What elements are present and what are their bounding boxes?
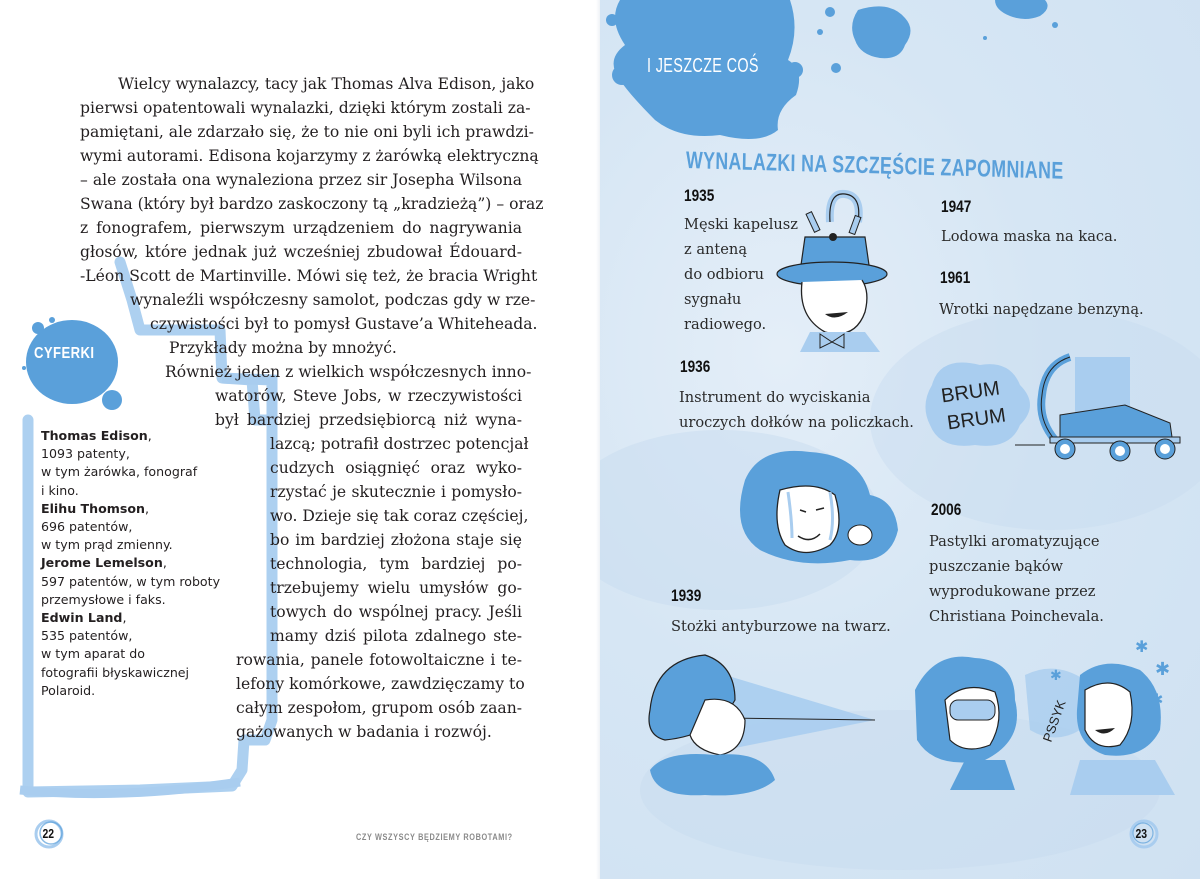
svg-text:✱: ✱ bbox=[1135, 639, 1149, 656]
stat-name: Elihu Thomson, bbox=[41, 500, 150, 516]
body-text-line: mamy dziś pilota zdalnego ste- bbox=[270, 627, 522, 645]
stat-line: 597 patentów, w tym roboty bbox=[41, 573, 221, 589]
stat-line: Polaroid. bbox=[41, 682, 96, 698]
svg-text:✱: ✱ bbox=[1150, 692, 1164, 709]
svg-text:✱: ✱ bbox=[1155, 659, 1171, 679]
stat-line: i kino. bbox=[41, 482, 79, 498]
body-text-line: wo. Dzieje się tak coraz częściej, bbox=[270, 507, 529, 525]
stat-name: Jerome Lemelson, bbox=[41, 555, 167, 571]
scented-pills-illustration bbox=[905, 630, 1195, 800]
stat-line: przemysłowe i faks. bbox=[41, 591, 166, 607]
entry-text-2006: Pastylki aromatyzujące puszczanie bąków wyprodukowane przez Christiana Poinchevala. bbox=[929, 533, 1104, 625]
stat-line: fotografii błyskawicznej bbox=[41, 664, 190, 680]
stat-line: 535 patentów, bbox=[41, 628, 133, 644]
anti-storm-cone-illustration bbox=[635, 640, 905, 800]
entry-year-1961: 1961 bbox=[940, 268, 971, 287]
body-text-line: watorów, Steve Jobs, w rzeczywistości bbox=[215, 387, 522, 405]
body-text-line: cudzych osiągnięć oraz wyko- bbox=[270, 459, 522, 477]
body-text-line: rowania, panele fotowoltaiczne i te- bbox=[236, 651, 522, 669]
body-text-line: lefony komórkowe, zawdzięczamy to bbox=[236, 675, 525, 693]
body-text-line: Przykłady można by mnożyć. bbox=[169, 339, 397, 357]
body-text-line: bo im bardziej złożona staje się bbox=[270, 531, 522, 549]
sidebar-stats bbox=[41, 427, 220, 700]
hat-antenna-man-illustration bbox=[770, 192, 920, 352]
body-text-line: głosów, które jednak już wcześniej zbudował Édouard- bbox=[80, 243, 522, 261]
entry-year-1935: 1935 bbox=[684, 186, 715, 205]
stat-line: w tym aparat do bbox=[41, 646, 145, 662]
entry-text-1936: Instrument do wyciskania uroczych dołków na policzkach. bbox=[679, 389, 914, 431]
body-text-line: rzystać je skutecznie i pomysło- bbox=[270, 483, 522, 501]
body-text-line: był bardziej przedsiębiorcą niż wyna- bbox=[215, 411, 522, 429]
sidebar-label: CYFERKI bbox=[34, 345, 95, 362]
body-text-line: Również jeden z wielkich współczesnych inno- bbox=[165, 363, 532, 381]
stat-line: 1093 patenty, bbox=[41, 446, 130, 462]
page-number-right: 23 bbox=[1135, 826, 1148, 841]
body-text-line: technologia, tym bardziej po- bbox=[270, 555, 522, 573]
body-text-line: trzebujemy wielu umysłów go- bbox=[270, 579, 522, 597]
entry-text-1947: Lodowa maska na kaca. bbox=[941, 228, 1118, 245]
body-text-line: wynaleźli współczesny samolot, podczas gdy w rze- bbox=[130, 291, 536, 309]
sfx-brum-2: BRUM bbox=[945, 404, 1008, 435]
svg-text:✱: ✱ bbox=[1050, 669, 1062, 684]
running-head: CZY WSZYSCY BĘDZIEMY ROBOTAMI? bbox=[356, 831, 513, 842]
body-text-line: Swana (który był bardzo zaskoczony tą „kradzieżą”) – oraz bbox=[80, 195, 544, 213]
body-text-line: pierwsi opatentowali wynalazki, dzięki którym zostali za- bbox=[80, 99, 531, 117]
body-text-line: czywistości był to pomysł Gustave’a Whiteheada. bbox=[150, 315, 538, 333]
body-text-line: -Léon Scott de Martinville. Mówi się też, że bracia Wright bbox=[80, 267, 538, 285]
entry-year-1939: 1939 bbox=[671, 586, 702, 605]
body-text-line: – ale została ona wynaleziona przez sir Josepha Wilsona bbox=[80, 171, 522, 189]
page-number: 22 bbox=[42, 826, 55, 841]
entry-text-1939: Stożki antyburzowe na twarz. bbox=[671, 618, 891, 635]
entry-year-2006: 2006 bbox=[931, 500, 962, 519]
stat-name: Edwin Land, bbox=[41, 610, 127, 626]
sfx-brum-1: BRUM bbox=[939, 377, 1002, 408]
body-text-line: z fonografem, pierwszym urządzeniem do nagrywania bbox=[80, 219, 522, 237]
body-text-line: Wielcy wynalazcy, tacy jak Thomas Alva Edison, jako bbox=[118, 75, 535, 93]
section-title: WYNALAZKI NA SZCZĘŚCIE ZAPOMNIANE bbox=[685, 147, 1064, 185]
entry-year-1947: 1947 bbox=[941, 197, 972, 216]
body-text-line: całym zespołom, grupom osób zaan- bbox=[236, 699, 523, 717]
sfx-pssyk: PSSYK bbox=[1039, 697, 1069, 744]
entry-year-1936: 1936 bbox=[680, 357, 711, 376]
stat-line: w tym żarówka, fonograf bbox=[41, 464, 198, 480]
stat-name: Thomas Edison, bbox=[41, 428, 152, 443]
entry-text-1935: Męski kapelusz z anteną do odbioru sygnału radiowego. bbox=[684, 216, 798, 333]
entry-text-1961: Wrotki napędzane benzyną. bbox=[939, 301, 1144, 318]
dimple-instrument-illustration bbox=[720, 440, 900, 580]
stat-line: 696 patentów, bbox=[41, 519, 133, 535]
body-text-line: gażowanych w badania i rozwój. bbox=[236, 723, 492, 741]
body-text-line: lazcą; potrafił dostrzec potencjał bbox=[270, 435, 529, 453]
petrol-roller-skate-illustration bbox=[920, 345, 1190, 465]
body-text-line: pamiętani, ale zdarzało się, że to nie oni byli ich prawdzi- bbox=[80, 123, 534, 141]
section-label: I JESZCZE COŚ bbox=[647, 55, 759, 77]
body-text-line: towych do wspólnej pracy. Jeśli bbox=[270, 603, 522, 621]
stat-line: w tym prąd zmienny. bbox=[41, 537, 173, 553]
body-text-line: wymi autorami. Edisona kojarzymy z żarówką elektryczną bbox=[80, 147, 539, 165]
